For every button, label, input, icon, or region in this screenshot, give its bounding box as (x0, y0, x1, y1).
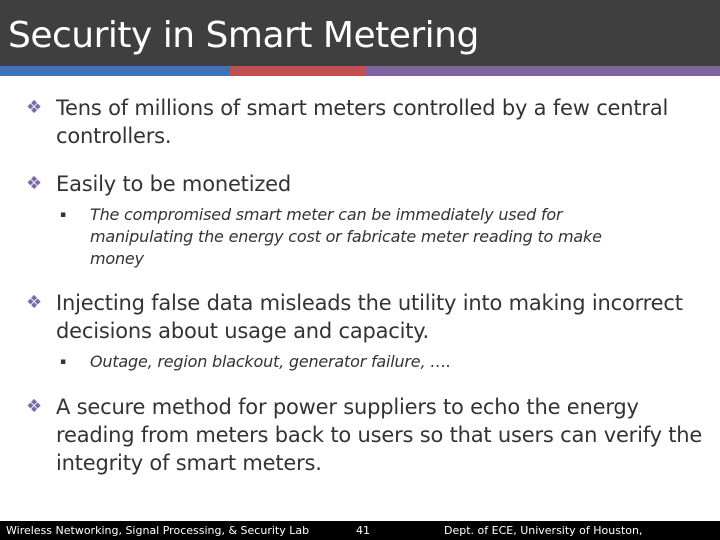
diamond-bullet-icon: ❖ (26, 292, 42, 313)
accent-bar-purple (365, 66, 720, 76)
bullet-item (26, 393, 706, 477)
sub-bullet-item (60, 204, 660, 270)
square-bullet-icon: ▪ (60, 210, 66, 220)
diamond-bullet-icon: ❖ (26, 396, 42, 417)
page-number: 41 (356, 524, 370, 537)
footer-lab-name: Wireless Networking, Signal Processing, & Security Lab (6, 524, 310, 537)
sub-bullet-text: Outage, region blackout, generator failure, …. (90, 352, 451, 371)
accent-bar-red (230, 66, 365, 76)
bullet-item (26, 170, 706, 198)
diamond-bullet-icon: ❖ (26, 97, 42, 118)
bullet-text: Injecting false data misleads the utility into making incorrect decisions about usage and capacity. (56, 291, 683, 343)
bullet-text: Tens of millions of smart meters controlled by a few central controllers. (56, 96, 669, 148)
bullet-item (26, 289, 706, 345)
bullet-item (26, 94, 706, 150)
square-bullet-icon: ▪ (60, 357, 66, 367)
bullet-text: Easily to be monetized (56, 172, 292, 196)
diamond-bullet-icon: ❖ (26, 173, 42, 194)
slide-title: Security in Smart Metering (8, 15, 479, 56)
footer-department: Dept. of ECE, University of Houston, (444, 524, 643, 537)
title-bar (0, 0, 720, 66)
footer-bar (0, 521, 720, 540)
sub-bullet-text: The compromised smart meter can be immediately used for manipulating the energy cost or fabricate meter reading to make money (90, 205, 602, 268)
bullet-text: A secure method for power suppliers to echo the energy reading from meters back to users so that users can verify the integrity of smart meters. (56, 395, 703, 475)
sub-bullet-item (60, 351, 660, 373)
accent-bar-blue (0, 66, 230, 76)
